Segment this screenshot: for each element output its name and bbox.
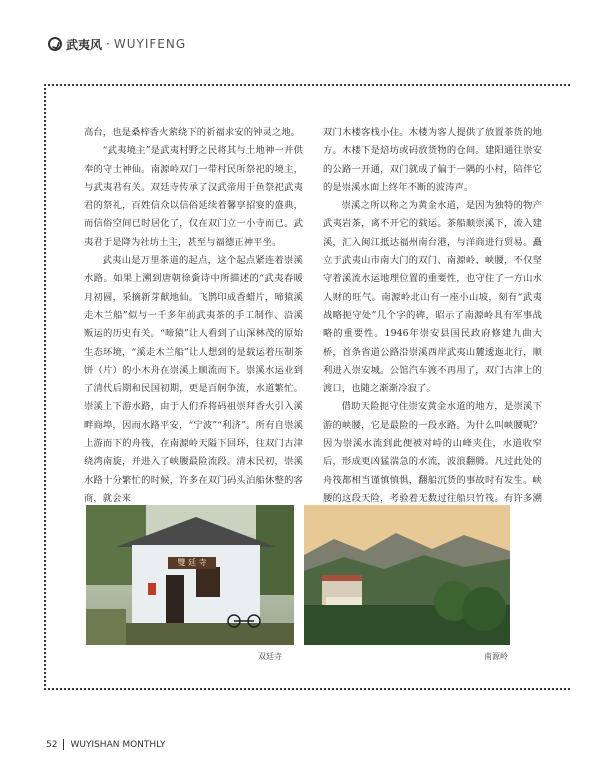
temple-photo bbox=[86, 505, 294, 645]
dotted-border-left bbox=[44, 84, 46, 690]
paragraph: 双门木楼客栈小住。木楼为客人提供了放置茶货的地方。木楼下是焙坊或码放货物的仓间。建阳通往崇安的公路一开通，双门就成了偏于一隅的小村，陪伴它的是崇溪水面上终年不断的波涛声。 bbox=[323, 127, 542, 193]
footer-divider bbox=[63, 739, 64, 750]
photo-caption-right: 南源岭 bbox=[484, 652, 508, 661]
article-body bbox=[84, 124, 542, 504]
page-number: 52 bbox=[46, 739, 58, 750]
magazine-name: WUYISHAN MONTHLY bbox=[70, 739, 166, 750]
paragraph: 借助天险扼守住崇安黄金水道的地方，是崇溪下游的峡腰，它是最险的一段水路。为什么叫峡腰呢？因为崇溪水流到此便被对峙的山峰夹住，水道收窄后，形成更凶猛湍急的水流，波浪翻腾。凡过此处的舟筏都相当谨慎慎惧，翻船沉货的事故时有发生。峡腰的这段天险，考验着无数过往船只竹筏。有许多溯 bbox=[323, 401, 542, 504]
paragraph: 崇溪之所以称之为黄金水道，是因为独特的物产武夷岩茶，离不开它的载运。茶船顺崇溪下，流入建溪，汇入闽江抵达福州南台港，与洋商进行贸易。矗立于武夷山市南大门的双门、南源岭、峡腰，不仅坚守着溪流水运地理位置的重要性，也守住了一方山水人财的旺气。南源岭北山有一座小山坡，刻有“武夷战略扼守处”几个字的碑，昭示了南源岭具有军事战略的重要性。1946年崇安县国民政府修建九曲大桥，首条省道公路沿崇溪西岸武夷山麓逶迤北行，顺利进入崇安城。公馆汽车渡不再用了，双门古津上的渡口，也随之渐渐冷寂了。 bbox=[323, 200, 542, 395]
page-footer bbox=[46, 739, 166, 750]
brand-chinese: 武夷风 bbox=[66, 37, 103, 52]
temple-sign: 雙 廷 寺 bbox=[168, 557, 216, 569]
brand-separator: · bbox=[106, 37, 110, 51]
mountain-landscape-photo bbox=[304, 505, 510, 645]
paragraph: “武夷境主”是武夷村野之民将其与土地神一并供奉的守土神仙。南源岭双门一带村民所祭祀的境主，与武夷君有关。双廷寺传承了汉武帝用干鱼祭祀武夷君的祭礼，百姓信众以信俗延续着馨享招宴的盛典，而信俗空间已时居化了，仅在双门立一小寺而已。武夷君于是降为社坊土主，甚至与福德正神平坐。 bbox=[84, 145, 303, 248]
logo-icon bbox=[48, 37, 62, 51]
article-column-left bbox=[84, 124, 303, 504]
dotted-border-bottom bbox=[44, 688, 570, 690]
dotted-border-top bbox=[44, 84, 570, 86]
magazine-header bbox=[48, 34, 186, 54]
paragraph: 高台，也是桑梓香火萦绕下的祈福求安的钟灵之地。 bbox=[84, 127, 301, 138]
paragraph: 武夷山是万里茶道的起点，这个起点紧连着崇溪水路。如果上溯到唐朝徐夤诗中所描述的“武夷春暖月初圆，采摘新芽献地仙。飞鹊印成香蜡片，啼猿溪走木兰船”似与一千多年前武夷茶的手工制作、沿溪贩运的历史有关。“啼猿”让人看到了山深林茂的原始生态环境，“溪走木兰船”让人想到的是载运着压制茶饼（片）的小木舟在崇溪上顺流而下。崇溪水运业到了清代后期和民国初期，更是百舸争流，水道繁忙。崇溪上下游水路，由于人们乔将码祖崇拜香火引入溪畔商埠，因而水路平安，“宁波”“利济”。所有自崇溪上游而下的舟筏，在南源岭天隘下回环，往双门古津绕湾南旋，并进入了峡腰最险流段。清末民初，崇溪水路十分繁忙的时候，许多在双门码头泊船休整的客商，就会来 bbox=[84, 255, 303, 504]
photo-caption-left: 双廷寺 bbox=[258, 652, 282, 661]
article-column-right bbox=[323, 124, 542, 504]
brand-english: WUYIFENG bbox=[113, 37, 187, 51]
